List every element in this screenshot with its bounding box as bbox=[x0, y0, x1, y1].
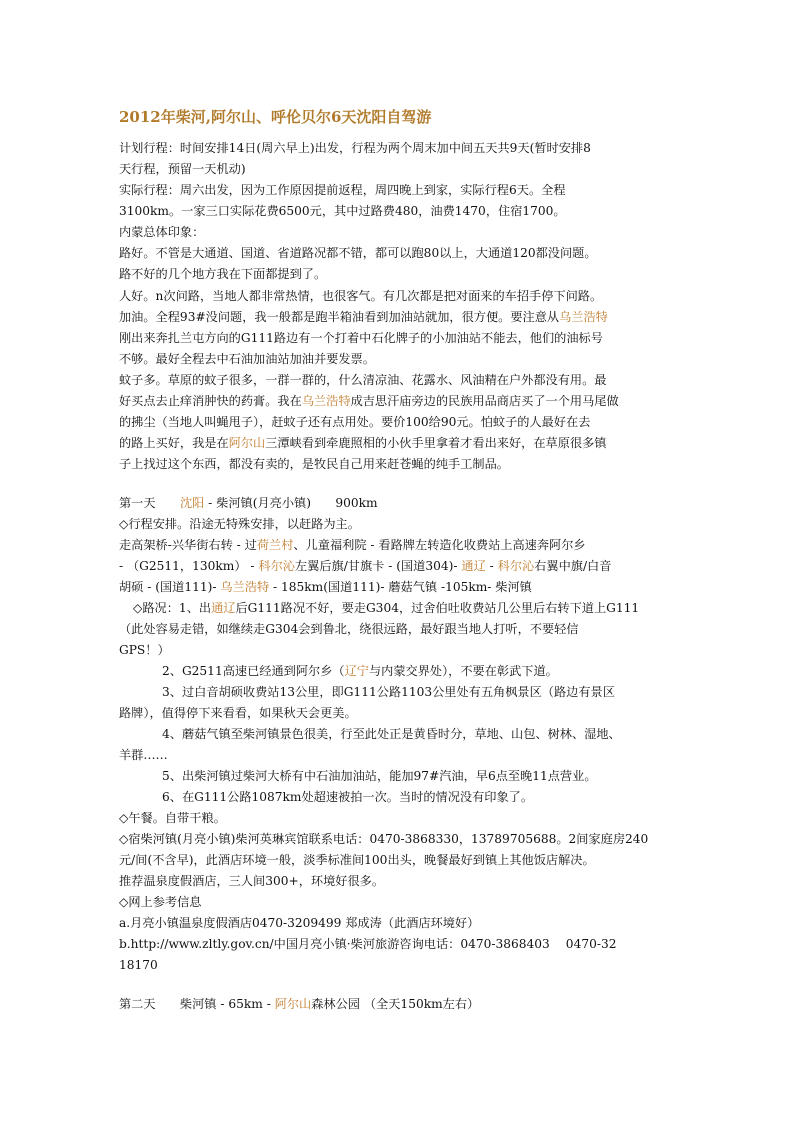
text-line bbox=[119, 159, 246, 180]
text-line bbox=[119, 829, 648, 850]
text-line bbox=[162, 682, 615, 703]
text-segment: （此处容易走错，如继续走G304会到鲁北，绕很远路，最好跟当地人打听，不要轻信 bbox=[119, 622, 579, 636]
text-line bbox=[133, 598, 639, 619]
text-line bbox=[119, 222, 204, 243]
text-segment: 与内蒙交界处），不要在彰武下道。 bbox=[368, 664, 558, 678]
text-line bbox=[119, 745, 168, 766]
text-segment: 3100km。一家三口实际花费6500元，其中过路费480，油费1470，住宿1700。 bbox=[119, 204, 566, 218]
text-segment: - bbox=[485, 559, 498, 573]
text-segment: ◇宿柴河镇(月亮小镇)柴河英琳宾馆联系电话：0470-3868330，13789705688。2间家庭房240 bbox=[119, 832, 649, 846]
text-line bbox=[119, 640, 170, 661]
text-line bbox=[119, 391, 619, 412]
text-segment: 路好。不管是大通道、国道、省道路况都不错，都可以跑80以上，大通道120都没问题。 bbox=[119, 246, 597, 260]
text-line bbox=[119, 913, 479, 934]
place-link[interactable]: 科尔沁 bbox=[258, 559, 295, 573]
text-line bbox=[119, 243, 597, 264]
text-segment: 18170 bbox=[119, 958, 158, 972]
text-segment: 的路上买好，我是在 bbox=[119, 436, 229, 450]
place-link[interactable]: 乌兰浩特 bbox=[220, 580, 270, 594]
place-link[interactable]: 荷兰村 bbox=[256, 538, 294, 552]
text-segment: ◇路况：1、出 bbox=[133, 601, 212, 615]
text-line bbox=[119, 328, 603, 349]
text-line bbox=[119, 619, 579, 640]
text-segment: 3、过白音胡硕收费站13公里，即G111公路1103公里处有五角枫景区（路边有景区 bbox=[162, 685, 615, 699]
text-line bbox=[119, 871, 384, 892]
text-line bbox=[162, 724, 621, 745]
text-segment: 路不好的几个地方我在下面都提到了。 bbox=[119, 267, 327, 281]
place-link[interactable]: 通辽 bbox=[461, 559, 486, 573]
place-link[interactable]: 阿尔山 bbox=[274, 997, 312, 1011]
text-line bbox=[119, 955, 158, 976]
text-segment: 天行程，预留一天机动) bbox=[119, 162, 246, 176]
text-line bbox=[119, 994, 479, 1015]
text-line bbox=[119, 556, 611, 577]
text-line bbox=[119, 138, 591, 159]
text-segment: 左翼后旗/甘旗卡 - (国道304)- bbox=[294, 559, 462, 573]
text-segment: - 柴河镇(月亮小镇) 900km bbox=[204, 496, 378, 510]
place-link[interactable]: 科尔沁 bbox=[497, 559, 535, 573]
text-segment: 第二天 柴河镇 - 65km - bbox=[119, 997, 275, 1011]
text-line bbox=[119, 514, 360, 535]
place-link[interactable]: 乌兰浩特 bbox=[559, 310, 608, 324]
document-title: 2012年柴河,阿尔山、呼伦贝尔6天沈阳自驾游 bbox=[119, 108, 432, 126]
text-line bbox=[119, 433, 607, 454]
place-link[interactable]: 乌兰浩特 bbox=[301, 394, 351, 408]
text-segment: - （G2511，130km） - bbox=[119, 559, 259, 573]
text-segment: 的拂尘（当地人叫蝇甩子），赶蚊子还有点用处。要价100给90元。怕蚊子的人最好在去 bbox=[119, 415, 591, 429]
text-segment: 森林公园 （全天150km左右） bbox=[311, 997, 480, 1011]
text-segment: ◇午餐。自带干粮。 bbox=[119, 811, 226, 825]
text-segment: 第一天 bbox=[119, 496, 180, 510]
place-link[interactable]: 辽宁 bbox=[344, 664, 369, 678]
text-segment: 羊群…… bbox=[119, 748, 168, 762]
text-segment: 加油。全程93#没问题，我一般都是跑半箱油看到加油站就加，很方便。要注意从 bbox=[119, 310, 560, 324]
text-segment: 5、出柴河镇过柴河大桥有中石油加油站，能加97#汽油，早6点至晚11点营业。 bbox=[162, 769, 597, 783]
text-line bbox=[119, 349, 375, 370]
text-line bbox=[119, 264, 326, 285]
text-line bbox=[162, 766, 597, 787]
text-segment: a.月亮小镇温泉度假酒店0470-3209499 郑成涛（此酒店环境好） bbox=[119, 916, 480, 930]
text-segment: 内蒙总体印象： bbox=[119, 225, 205, 239]
text-line bbox=[119, 892, 202, 913]
text-segment: 计划行程：时间安排14日(周六早上)出发，行程为两个周末加中间五天共9天(暂时安排8 bbox=[119, 141, 591, 155]
text-line bbox=[119, 370, 607, 391]
text-line bbox=[119, 535, 586, 556]
text-line bbox=[119, 850, 595, 871]
text-segment: GPS！） bbox=[119, 643, 170, 657]
text-segment: b.http://www.zltly.gov.cn/中国月亮小镇·柴河旅游咨询电话：0470-3868403 0470-32 bbox=[119, 937, 617, 951]
text-line bbox=[119, 808, 226, 829]
text-segment: ◇网上参考信息 bbox=[119, 895, 202, 909]
text-line bbox=[162, 787, 533, 808]
place-link[interactable]: 通辽 bbox=[211, 601, 236, 615]
text-line bbox=[119, 286, 602, 307]
text-segment: 胡硕 - (国道111)- bbox=[119, 580, 221, 594]
text-segment: ◇行程安排。沿途无特殊安排，以赶路为主。 bbox=[119, 517, 360, 531]
text-segment: 2、G2511高速已经通到阿尔乡（ bbox=[162, 664, 345, 678]
text-segment: 实际行程：周六出发，因为工作原因提前返程，周四晚上到家，实际行程6天。全程 bbox=[119, 183, 566, 197]
place-link[interactable]: 阿尔山 bbox=[228, 436, 266, 450]
text-segment: 蚊子多。草原的蚊子很多，一群一群的，什么清凉油、花露水、风油精在户外都没有用。最 bbox=[119, 373, 607, 387]
text-segment: 走高架桥-兴华街右转 - 过 bbox=[119, 538, 257, 552]
text-line bbox=[119, 180, 566, 201]
text-segment: 路牌），值得停下来看看，如果秋天会更美。 bbox=[119, 706, 357, 720]
text-segment: 不够。最好全程去中石油加油站加油并要发票。 bbox=[119, 352, 375, 366]
text-segment: 人好。n次问路，当地人都非常热情，也很客气。有几次都是把对面来的车招手停下问路。 bbox=[119, 289, 603, 303]
text-segment: 刚出来奔扎兰屯方向的G111路边有一个打着中石化牌子的小加油站不能去，他们的油标号 bbox=[119, 331, 603, 345]
text-segment: 4、蘑菇气镇至柴河镇景色很美，行至此处正是黄昏时分，草地、山包、树林、湿地、 bbox=[162, 727, 621, 741]
text-line bbox=[119, 201, 566, 222]
text-line bbox=[162, 661, 558, 682]
text-segment: 子上找过这个东西，都没有卖的，是牧民自己用来赶苍蝇的纯手工制品。 bbox=[119, 457, 509, 471]
text-segment: - 185km(国道111)- 蘑菇气镇 -105km- 柴河镇 bbox=[269, 580, 532, 594]
text-segment: 元/间(不含早)，此酒店环境一般，淡季标准间100出头，晚餐最好到镇上其他饭店解决。 bbox=[119, 853, 595, 867]
text-line bbox=[119, 577, 532, 598]
text-segment: 右翼中旗/白音 bbox=[534, 559, 612, 573]
text-line bbox=[119, 493, 378, 514]
text-segment: 推荐温泉度假酒店，三人间300+，环境好很多。 bbox=[119, 874, 385, 888]
text-segment: 后G111路况不好，要走G304，过舍伯吐收费站几公里后右转下道上G111 bbox=[235, 601, 640, 615]
text-line bbox=[119, 412, 590, 433]
text-segment: 6、在G111公路1087km处超速被拍一次。当时的情况没有印象了。 bbox=[162, 790, 534, 804]
text-segment: 成吉思汗庙旁边的民族用品商店买了一个用马尾做 bbox=[350, 394, 619, 408]
place-link[interactable]: 沈阳 bbox=[179, 496, 205, 510]
text-segment: 好买点去止痒消肿快的药膏。我在 bbox=[119, 394, 302, 408]
text-segment: 三潭峡看到牵鹿照相的小伙手里拿着才看出来好，在草原很多镇 bbox=[265, 436, 607, 450]
text-segment: 、儿童福利院 - 看路牌左转造化收费站上高速奔阿尔乡 bbox=[293, 538, 586, 552]
text-line bbox=[119, 307, 608, 328]
text-line bbox=[119, 454, 509, 475]
text-line bbox=[119, 703, 357, 724]
text-line bbox=[119, 934, 616, 955]
